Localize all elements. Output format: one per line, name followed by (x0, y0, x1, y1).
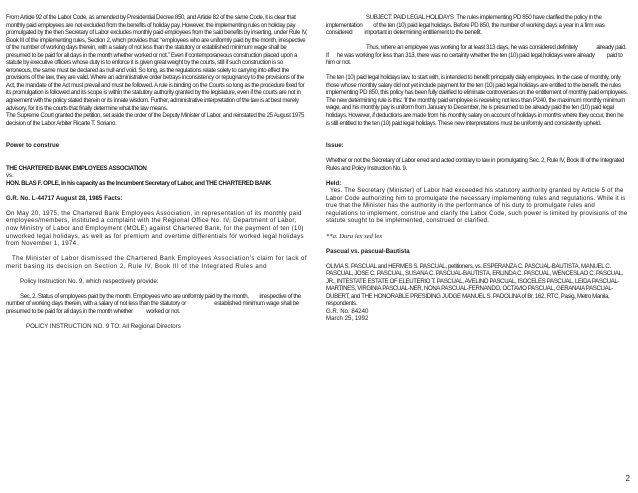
left-column (6, 14, 308, 331)
held-paragraph: Yes. The Secretary (Minister) of Labor had exceeded his statutory authority granted by Article 5 of the Labor Code authorizing him to promulgate the necessary implementing rules and regulations. While it is true that the Minister has the authority in the performance of his duty to promulgate rules and regulations to implement, construe and clarify the Labor Code, such power is limited by provisions of the statute sought to be implemented, construed or clarified. (326, 187, 628, 225)
thus-paragraph: Thus, where an employee was working for at least 313 days, he was considered definitely already paid. If he was working for less than 313, there was no certainty whether the ten (10) paid legal holidays were already paid to him or not. (326, 44, 628, 67)
policy-instruction-title: POLICY INSTRUCTION NO. 9 TO: All Regional Directors (26, 322, 181, 330)
issue-paragraph: Whether or not the Secretary of Labor erred and acted contrary to law in promulgating Sec. 2, Rule IV, Book III of the Integrated Rules and Policy Instruction No. 9. (326, 157, 625, 172)
case-gr-number: G.R. No. L-44717 August 28, 1985 (6, 194, 103, 202)
subject-paragraph: SUBJECT: PAID LEGAL HOLIDAYS The rules implementing PD 850 have clarified the policy in the implementation of the ten (10) paid legal holidays. Before PD 850, the number of working days a year in a firm was considered important in determining entitlement to the benefit. (326, 14, 606, 37)
section-2-quote: Sec. 2. Status of employees paid by the month. Employees who are uniformly paid by the month, irrespective of the number of working days therein, with a salary of not less than the statutory or established minimum wage shall be presumed to be paid for all days in the month whether worked or not. (6, 292, 303, 315)
facts-paragraph: On May 20, 1975, the Chartered Bank Employees Association, in representation of its monthly paid employees/members, instituted a complaint with the Regional Office No. IV, Department of Labor, now Ministry of Labor and Employment (MOLE) against Chartered Bank, for the payment of ten (10) unworked legal holidays, as well as for premium and overtime differentials for worked legal holidays from November 1, 1974. (6, 209, 304, 248)
intro-paragraph: From Article 92 of the Labor Code, as amended by Presidential Decree 850, and Article 82 of the same Code, it is clear that monthly paid employees are not excluded from the benefits of holiday pay. However, the implementing rules on holiday pay promulgated by the then Secretary of Labor excludes monthly paid employees from the said benefits by inserting, under Rule IV, Book III of the implementing rules, Section 2, which provides that: “employees who are uniformly paid by the month, irrespective of the number of working days therein, with a salary of not less than the statutory or established minimum wage shall be presumed to be paid for all days in the month whether worked or not.” Even if contemporaneous construction placed upon a statute by executive officers whose duty is to enforce it is given great weight by the courts, still if such construction is so erroneous, the same must be declared as null and void. So long, as the regulations relate solely to carrying into effect the provisions of the law, they are valid. Where an administrative order betrays inconsistency or repugnancy to the provisions of the Act, the mandate of the Act must prevail and must be followed. A rule is binding on the Courts so long as the procedure fixed for its promulgation is followed and its scope is within the statutory authority granted by the legislature, even if the courts are not in agreement with the policy stated therein or its innate wisdom. Further, administrative interpretation of the law is at best merely advisory, for it is the courts that finally determine what the law means. (6, 14, 308, 112)
case-respondent: HON. BLAS F. OPLE, in his capacity as the Incumbent Secretary of Labor, and THE CHARTERED BANK (6, 179, 272, 187)
held-label: Held: (326, 179, 342, 187)
page-number: 2 (625, 474, 630, 483)
right-column (326, 14, 628, 323)
supreme-court-ruling: The Supreme Court granted the petition, set aside the order of the Deputy Minister of Labor, and reinstated the 25 August 1975 decision of the Labor Arbiter Ricarte T. Soriano. (6, 112, 305, 127)
pascual-date: March 25, 1992 (326, 315, 369, 323)
pascual-gr-number: G.R. No. 84240 (326, 307, 369, 315)
case-vs: vs. (6, 172, 14, 180)
issue-label: Issue: (326, 142, 344, 150)
section-heading-power-to-construe: Power to construe (6, 142, 60, 150)
facts-label: Facts: (104, 194, 123, 202)
policy-instruction-intro: Policy Instruction No. 9, which respectively provide: (20, 277, 159, 285)
pascual-parties: OLIVIA S. PASCUAL and HERMES S. PASCUAL, petitioners, vs. ESPERANZA C. PASCUAL-BAUTISTA, MANUEL C. PASCUAL, JOSE C. PASCUAL, SUSANA C. PASCUAL-BAUTISTA, ERLINDA C. PASCUAL, WENCESLAO C. PASCUAL, JR., INTESTATE ESTATE OF ELEUTERIO T. PASCUAL, AVELINO PASCUAL, ISOCELES PASCUAL, LEIDA PASCUAL-MARTINES, VIRGINIA PASCUAL-NER, NONA PASCUAL-FERNANDO, OCTAVIO PASCUAL, GERANAIA PASCUAL-DUBERT, and THE HONORABLE PRESIDING JUDGE MANUEL S. PADOLINA of Br. 162, RTC, Pasig, Metro Manila, respondents. (326, 262, 623, 308)
ten-day-paragraph: The ten (10) paid legal holidays law, to start with, is intended to benefit principally daily employees. In the case of monthly, only those whose monthly salary did not yet include payment for the ten (10) paid legal holidays are entitled to the benefit. the rules implementing PD 850, this policy has been fully clarified to eliminate controversies on the entitlement of monthly paid employees. The new determining rule is this: ‘If the monthly paid employee is receiving not less than P240, the maximum monthly minimum wage, and his monthly pay is uniform from January to December, he is presumed to be already paid the ten (10) paid legal holidays. However, if deductions are made from his monthly salary on account of holidays in months where they occur, then he is still entitled to the ten (10) paid legal holidays. These new interpretations must be uniformly and consistently upheld. (326, 74, 628, 127)
pascual-heading: Pascual vs. pascual-Bautista (326, 247, 410, 255)
case-gr-line (6, 195, 308, 203)
dura-lex-note: **a. Dura lex sed lex (326, 232, 383, 240)
arbiter-paragraph: The Minister of Labor dismissed the Chartered Bank Employees Association’s claim for lack of merit basing its decision on Section 2, Rule IV, Book III of the Integrated Rules and (6, 255, 307, 270)
case-title: THE CHARTERED BANK EMPLOYEES ASSOCIATION (6, 164, 147, 172)
